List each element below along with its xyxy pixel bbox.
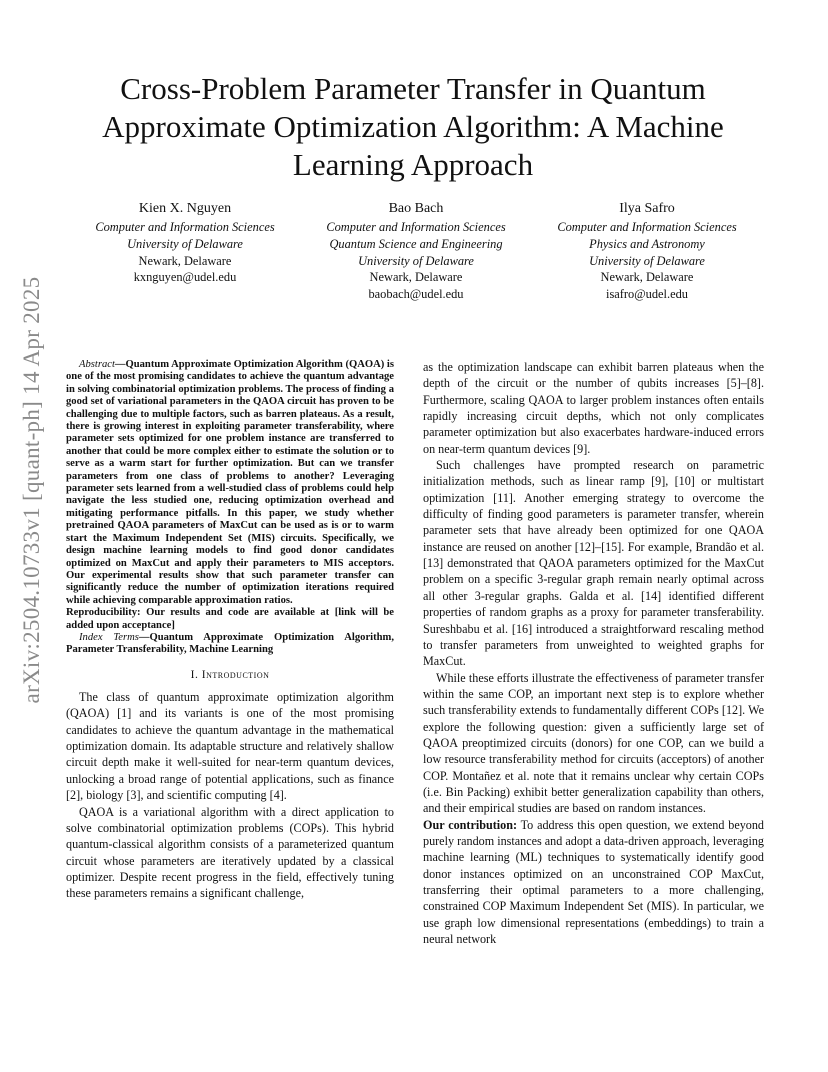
author-location: Newark, Delaware [138,253,232,268]
abstract [66,359,394,657]
reproducibility-statement [66,607,394,632]
author-email: kxnguyen@udel.edu [133,270,237,285]
arxiv-identifier-text: arXiv:2504.10733v1 [quant-ph] 14 Apr 2025 [19,276,44,704]
index-terms-text: Quantum Approximate Optimization Algorithm, Parameter Transferability, Machine Learning [66,631,394,656]
index-terms: Index Terms—Quantum Approximate Optimization Algorithm, Parameter Transferability, Machine Learning [66,631,394,656]
body-paragraph: as the optimization landscape can exhibit barren plateaus when the depth of the circuit or the number of qubits increases [5]–[8]. Furthermore, scaling QAOA to larger problem instances often entails rapidly increasing circuit depths, which not only complicates parameter optimization but also exacerbates hardware-induced errors on near-term quantum devices [9]. [423,360,764,456]
left-column [66,359,394,902]
body-paragraph: QAOA is a variational algorithm with a direct application to solve combinatorial optimization problems (COPs). This hybrid quantum-classical algorithm consists of a parameterized quantum circuit whose parameters are iteratively updated by a classical optimizer. Despite recent progress in the field, effectively tuning these parameters remains a significant challenge, [66,804,394,901]
author-email: baobach@udel.edu [368,287,464,302]
author-affiliation: University of Delaware [358,253,474,268]
author-affiliation: Quantum Science and Engineering [329,236,503,251]
abstract-text: Quantum Approximate Optimization Algorithm (QAOA) is one of the most promising candidates to achieve the quantum advantage in solving combinatorial optimization problems. The process of finding a good set of variational parameters in the QAOA circuit has proven to be challenging due to multiple factors, such as barren plateaus. As a result, there is growing interest in exploiting parameter transferability, where parameter sets optimized for one problem instance are transferred to another that could be more complex either to estimate the solution or to serve as a warm start for further optimization. But can we transfer parameters from one class of problems to another? Leveraging parameter sets learned from a well-studied class of problems could help navigate the less studied one, reducing optimization overhead and mitigating performance pitfalls. In this paper, we study whether pretrained QAOA parameters of MaxCut can be used as is or to warm start the Maximum Independent Set (MIS) circuits. Specifically, we design machine learning models to find good donor candidates optimized on MaxCut and apply their parameters to MIS acceptors. Our experimental results show that such parameter transfer can significantly reduce the number of optimization iterations required while achieving comparable approximation ratios. [66,359,394,606]
author-affiliation: Computer and Information Sciences [95,220,275,234]
author-affiliation: Computer and Information Sciences [326,220,506,234]
body-paragraph: While these efforts illustrate the effectiveness of parameter transfer within the same COP, an important next step is to explore whether such transferability extends to fundamentally different COPs [12]. We explore the following question: given a sufficiently large set of QAOA preoptimized circuits (donors) for one COP, can we build a low resource transferability method for circuits (acceptors) of another COP. Montañez et al. note that it remains unclear why certain COPs (i.e. Bin Packing) exhibit better generalization capability than others, and their empirical studies are based on random instances. [423,670,764,816]
author-affiliation: Computer and Information Sciences [557,220,737,234]
body-paragraph: The class of quantum approximate optimization algorithm (QAOA) [1] and its variants is one of the most promising candidates to achieve the quantum advantage in the mathematical optimization domain. Its adaptable structure and relatively shallow circuit depth make it well-suited for near-term quantum devices, unlocking a broad range of potential applications, such as finance [2], biology [3], and scientific computing [4]. [66,690,394,803]
body-paragraph: Such challenges have prompted research on parametric initialization methods, such as linear ramp [9], [10] or multistart optimization [11]. Another emerging strategy to overcome the difficulty of finding good parameters is parameter transfer, wherein parameter sets that have already been optimized for one QAOA instance are reused on another [12]–[15]. For example, Brandão et al. [13] demonstrated that QAOA parameters optimized for the MaxCut problem on a specific 3-regular graph remain nearly optimal across all other 3-regular graphs. Galda et al. [14] identified different properties of random graphs as a proxy for parameter transferability. Sureshbabu et al. [16] introduced a straightforward rescaling method to transfer parameters from unweighted to weighted graphs for MaxCut. [423,458,764,669]
right-column [423,359,764,947]
author-name: Kien X. Nguyen [138,201,232,216]
author-name: Bao Bach [388,201,444,216]
author-1 [70,199,300,303]
author-affiliation: University of Delaware [589,253,705,268]
section-heading-text: I. Introduction [190,667,270,681]
author-affiliation: Physics and Astronomy [589,236,705,251]
author-name: Ilya Safro [619,201,675,216]
author-location: Newark, Delaware [600,270,694,285]
author-location: Newark, Delaware [369,270,463,285]
author-3 [532,199,762,303]
arxiv-identifier [8,276,56,704]
reproducibility-label: Reproducibility: [66,607,141,619]
author-affiliation: University of Delaware [127,236,243,251]
index-terms-label: Index Terms [79,631,139,643]
reproducibility-text: Our results and code are available at [link will be added upon acceptance] [66,607,394,631]
paper-title: Cross-Problem Parameter Transfer in Quantum Approximate Optimization Algorithm: A Machine Learning Approach [102,71,724,182]
contribution-text: To address this open question, we extend beyond purely random instances and adopt a data-driven approach, leveraging machine learning (ML) techniques to systematically identify good donor instances optimized on an unconstrained COP MaxCut, transferring their optimal parameters to a more challenging, constrained COP Maximum Independent Set (MIS). In particular, we use graph low dimensional representations (embeddings) to train a neural network [423,817,764,947]
abstract-label: Abstract [79,359,115,370]
author-block [70,199,762,303]
author-email: isafro@udel.edu [606,287,688,302]
contribution-label: Our contribution: [423,817,517,832]
section-heading [66,667,394,683]
contribution-paragraph [423,817,764,948]
author-2 [301,199,531,303]
abstract-paragraph: Abstract—Quantum Approximate Optimization Algorithm (QAOA) is one of the most promising candidates to achieve the quantum advantage in solving combinatorial optimization problems. The process of finding a good set of variational parameters in the QAOA circuit has proven to be challenging due to multiple factors, such as barren plateaus. As a result, there is growing interest in exploiting parameter transferability, where parameter sets optimized for one problem instance are transferred to another that could be more complex either to estimate the solution or to serve as a warm start for further optimization. But can we transfer parameters from one class of problems to another? Leveraging parameter sets learned from a well-studied class of problems could help navigate the less studied one, reducing optimization overhead and mitigating performance pitfalls. In this paper, we study whether pretrained QAOA parameters of MaxCut can be used as is or to warm start the Maximum Independent Set (MIS) circuits. Specifically, we design machine learning models to find good donor candidates optimized on MaxCut and apply their parameters to MIS acceptors. Our experimental results show that such parameter transfer can significantly reduce the number of optimization iterations required while achieving comparable approximation ratios. [66,359,394,606]
